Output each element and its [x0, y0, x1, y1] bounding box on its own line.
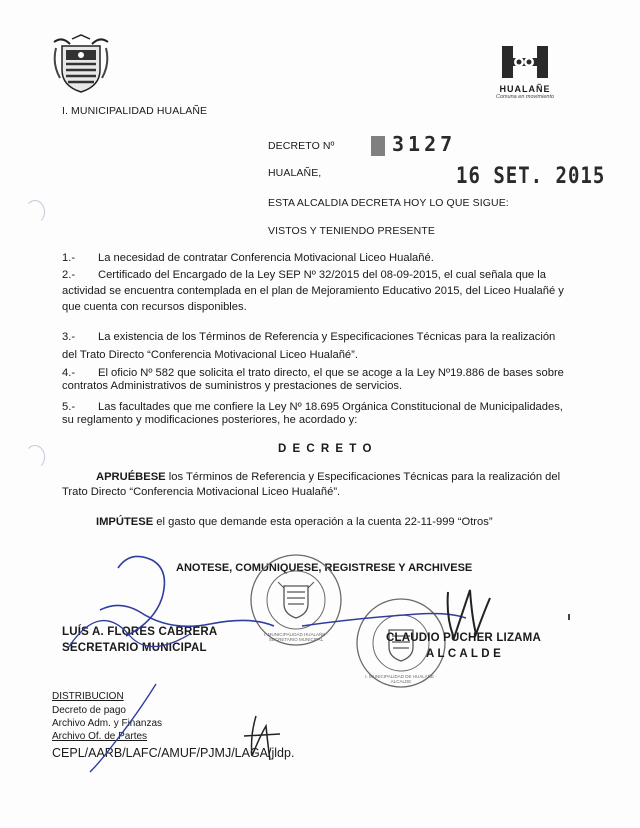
secretary-seal-text: I. MUNICIPALIDAD HUALAÑE · SECRETARIO MUNICIPAL: [264, 632, 328, 642]
closing-statement: ANOTESE, COMUNIQUESE, REGISTRESE Y ARCHIVESE: [176, 562, 473, 574]
decreto-label: DECRETO Nº: [268, 140, 335, 152]
stamp-smudge: [371, 136, 385, 156]
mayor-name: CLAUDIO PUCHER LIZAMA: [386, 632, 541, 644]
item-4: 4.- El oficio Nº 582 que solicita el trato directo, el que se acoge a la Ley Nº19.886 de bases sobre contratos Administrativos de suministros y prestaciones de servicios.: [62, 367, 564, 392]
logo-name: HUALAÑE: [499, 84, 551, 94]
decree-date: 16 SET. 2015: [456, 163, 606, 189]
punch-hole-mark: [25, 445, 45, 469]
item-3: 3.- La existencia de los Términos de Referencia y Especificaciones Técnicas para la realización del Trato Directo “Conferencia Motivacional Liceo Hualañé”.: [62, 331, 556, 361]
municipality-header: I. MUNICIPALIDAD HUALAÑE: [62, 105, 208, 117]
distribution-initials: CEPL/AARB/LAFC/AMUF/PJMJ/LAGA/jldp.: [52, 746, 295, 760]
distribution-heading: DISTRIBUCION: [52, 691, 124, 702]
coat-of-arms-logo: [52, 34, 110, 94]
apruebese-paragraph: APRUÉBESE los Términos de Referencia y Especificaciones Técnicas para la realización del Trato Directo “Conferencia Motivacional Liceo Hualañé”.: [62, 471, 561, 498]
mayor-seal-text: I. MUNICIPALIDAD DE HUALAÑE · ALCALDE: [365, 674, 437, 684]
distribution-handwriting: [60, 676, 290, 776]
decree-intro: ESTA ALCALDIA DECRETA HOY LO QUE SIGUE:: [268, 197, 509, 209]
item-2: 2.- Certificado del Encargado de la Ley SEP Nº 32/2015 del 08-09-2015, el cual señala que la actividad se encuentra contemplada en el plan de Mejoramiento Educativo 2015, del Liceo Hualañé y que cuenta con recursos disponibles.: [62, 269, 564, 313]
place-label: HUALAÑE,: [268, 167, 322, 179]
mayor-signature: [298, 578, 538, 658]
mayor-title: A L C A L D E: [426, 648, 502, 660]
secretary-signature: [60, 540, 280, 660]
logo-tagline: Comuna en movimiento: [495, 94, 555, 100]
distribution-line-3: Archivo Of. de Partes: [52, 731, 148, 742]
vistos-heading: VISTOS Y TENIENDO PRESENTE: [268, 225, 435, 237]
secretary-title: SECRETARIO MUNICIPAL: [62, 642, 207, 654]
punch-hole-mark: [25, 200, 45, 224]
hualane-logo: [494, 46, 556, 104]
distribution-line-2: Archivo Adm. y Finanzas: [52, 718, 163, 729]
decreto-number: 3127: [392, 132, 457, 156]
secretary-name: LUÍS A. FLORES CABRERA: [62, 626, 218, 638]
stray-mark: [568, 614, 570, 620]
decreto-heading: D E C R E T O: [278, 443, 373, 455]
imputese-paragraph: IMPÚTESE el gasto que demande esta operación a la cuenta 22-11-999 “Otros”: [96, 516, 493, 528]
hualane-h-icon: [500, 46, 550, 78]
item-1: 1.- La necesidad de contratar Conferencia Motivacional Liceo Hualañé.: [62, 252, 434, 264]
distribution-line-1: Decreto de pago: [52, 705, 126, 716]
item-5: 5.- Las facultades que me confiere la Ley Nº 18.695 Orgánica Constitucional de Municipalidades, su reglamento y modificaciones posteriores, he acordado y:: [62, 401, 563, 426]
